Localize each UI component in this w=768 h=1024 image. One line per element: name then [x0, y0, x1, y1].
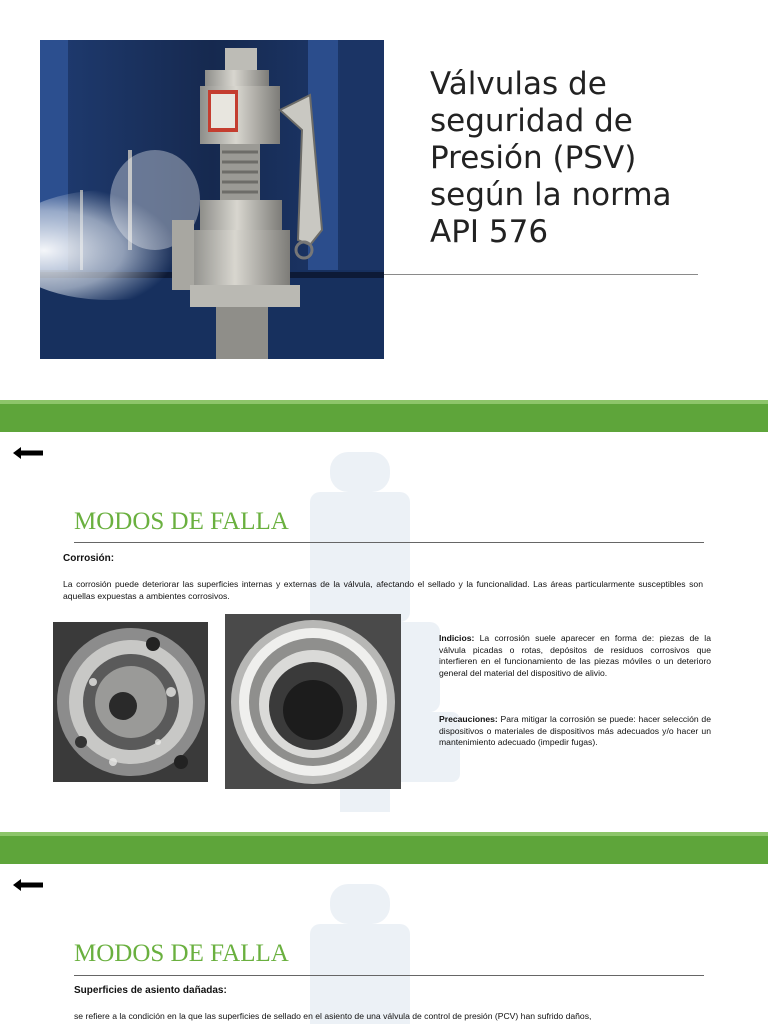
heading-rule [74, 542, 704, 543]
separator-highlight [0, 832, 768, 836]
precauciones-label: Precauciones: [439, 714, 498, 724]
title-divider [384, 274, 698, 275]
slide-separator [0, 832, 768, 864]
title-slide [0, 0, 768, 400]
corroded-valve-photo-2 [225, 614, 401, 789]
presentation-title [430, 66, 720, 251]
title-line-1: Válvulas de [430, 66, 607, 102]
section-heading: MODOS DE FALLA [74, 508, 289, 535]
title-line-4: según la norma [430, 177, 672, 213]
subheading: Superficies de asiento dañadas: [74, 985, 227, 996]
intro-paragraph: se refiere a la condición en la que las superficies de sellado en el asiento de una válvula de control de presión (PCV) han sufrido daños, [74, 1011, 592, 1021]
corrosion-slide [0, 432, 768, 832]
precauciones-paragraph [439, 714, 711, 749]
seat-damage-slide [0, 864, 768, 1024]
heading-rule [74, 975, 704, 976]
back-arrow-icon[interactable] [13, 879, 43, 891]
separator-highlight [0, 400, 768, 404]
title-line-2: seguridad de [430, 103, 633, 139]
precauciones-text: Para mitigar la corrosión se puede: hacer selección de dispositivos o materiales de dispositivos más adecuados y/o hacer un mantenimiento adecuado (impedir fugas). [439, 714, 711, 748]
safety-valve-photo [40, 40, 384, 359]
subheading: Corrosión: [63, 553, 115, 564]
indicios-label: Indicios: [439, 633, 475, 643]
section-heading: MODOS DE FALLA [74, 940, 289, 967]
title-line-3: Presión (PSV) [430, 140, 637, 176]
slide-separator [0, 400, 768, 432]
intro-paragraph: La corrosión puede deteriorar las superficies internas y externas de la válvula, afectando el sellado y la funcionalidad. Las áreas particularmente susceptibles son aquellas expuestas a ambientes corrosivos. [63, 579, 703, 601]
back-arrow-icon[interactable] [13, 447, 43, 459]
indicios-paragraph [439, 633, 711, 679]
valve-watermark-icon [270, 884, 460, 1024]
title-line-5: API 576 [430, 214, 549, 250]
corroded-valve-photo-1 [53, 622, 208, 782]
indicios-text: La corrosión suele aparecer en forma de: piezas de la válvula picadas o rotas, depósitos de residuos corrosivos que interfieren en el funcionamiento de las piezas móviles o un deterioro general del material del dispositivo de alivio. [439, 633, 711, 678]
